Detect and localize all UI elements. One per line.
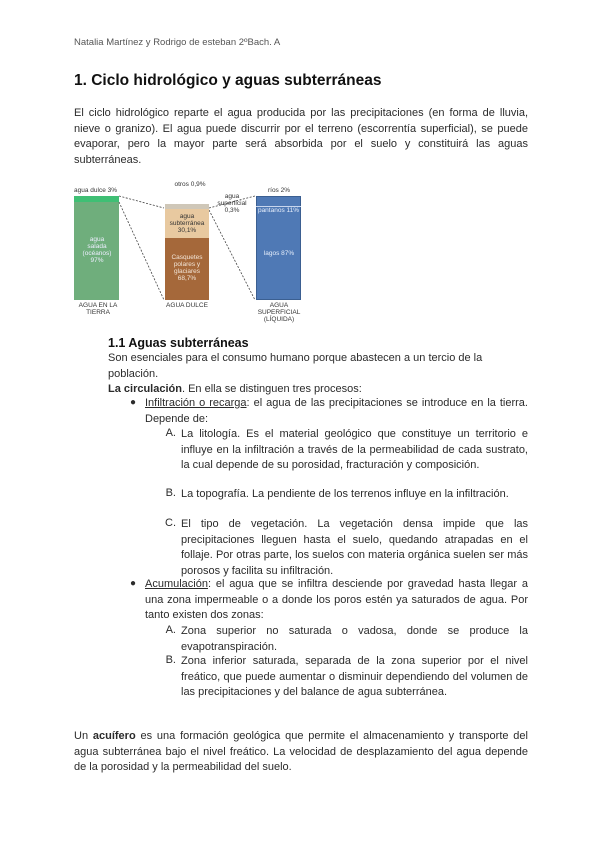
bar3-caption: AGUA SUPERFICIAL (LÍQUIDA) [257, 302, 301, 323]
page-title: 1. Ciclo hidrológico y aguas subterráneas [74, 72, 382, 89]
aquifer-term: acuífero [92, 730, 136, 742]
subsection-text: Son esenciales para el consumo humano porque abastecen a un tercio de la población. [108, 352, 483, 380]
circulation-rest: . En ella se distinguen tres procesos: [181, 383, 362, 395]
aquifer-paragraph [74, 729, 528, 776]
list-letter: A. [165, 624, 176, 636]
bullet-term: Acumulación [145, 578, 208, 590]
aquifer-rest: es una formación geológica que permite el almacenamiento y transporte del agua subterránea bajo el nivel freático. La velocidad de desplazamiento del agua depende de la porosidad y la permeabilidad del suelo. [74, 730, 528, 773]
list-item: Zona superior no saturada o vadosa, donde se produce la evapotranspiración. [181, 625, 528, 653]
bar2-top-label: otros 0,9% [174, 181, 206, 188]
bar1-top-label: agua dulce 3% [74, 187, 118, 194]
bar1-body-label: agua salada (océanos) 97% [82, 236, 112, 264]
list-letter: B. [165, 487, 176, 499]
bar3-top-label: ríos 2% [267, 187, 291, 194]
list-item: La topografía. La pendiente de los terrenos influye en la infiltración. [181, 488, 509, 500]
bullet-marker: ● [130, 578, 137, 589]
list-item: La litología. Es el material geológico que constituye un territorio e influye en la infiltración a través de la permeabilidad de cada sustrato, la cual depende de su porosidad, fracturación y composición. [181, 428, 528, 471]
list-item: Zona inferior saturada, separada de la zona superior por el nivel freático, que puede aumentar o disminuir dependiendo del volumen de las precipitaciones y del balance de agua subterránea. [181, 655, 528, 698]
bar3-segment1-label: pantanos 11% [257, 207, 300, 214]
water-distribution-figure [72, 181, 342, 326]
page-header: Natalia Martínez y Rodrigo de esteban 2ºBach. A [74, 37, 281, 48]
list-letter: A. [165, 427, 176, 439]
bullet-infiltration [145, 396, 528, 427]
bar1-caption: AGUA EN LA TIERRA [78, 302, 118, 316]
bullet-term: Infiltración o recarga [145, 397, 247, 409]
bullet-marker: ● [130, 397, 137, 408]
bullet-text: : el agua de las precipitaciones se introduce en la tierra. Depende de: [145, 397, 528, 425]
bar2-side-label: agua superficial 0,3% [217, 193, 247, 214]
bar3-body-label: lagos 87% [263, 250, 295, 257]
circulation-bold: La circulación [108, 383, 182, 395]
bar2-ice-label: Casquetes polares y glaciares 68,7% [171, 254, 203, 282]
list-letter: C. [165, 517, 176, 529]
aquifer-pre: Un [74, 730, 93, 742]
intro-paragraph: El ciclo hidrológico reparte el agua producida por las precipitaciones (en forma de lluvia, nieve o granizo). El agua puede discurrir por el terreno (escorrentía superficial), se puede evaporar, pero la mayor parte será absorbida por el suelo y constituirá las aguas subterráneas. [74, 107, 528, 166]
bullet-accumulation [145, 577, 528, 624]
bar2-groundwater-label: agua subterránea 30,1% [169, 213, 205, 234]
bullet-text: : el agua que se infiltra desciende por gravedad hasta llegar a una zona impermeable o a donde los poros estén ya saturados de agua. Por tanto existen dos zonas: [145, 578, 528, 621]
subsection-title: 1.1 Aguas subterráneas [108, 336, 249, 350]
list-item: El tipo de vegetación. La vegetación densa impide que las precipitaciones lleguen hasta el suelo, quedando atrapadas en el follaje. Por otras parte, los suelos con materia orgánica suelen ser más porosos y facilita su infiltración. [181, 518, 528, 577]
bar2-caption: AGUA DULCE [166, 302, 208, 309]
list-letter: B. [165, 654, 176, 666]
